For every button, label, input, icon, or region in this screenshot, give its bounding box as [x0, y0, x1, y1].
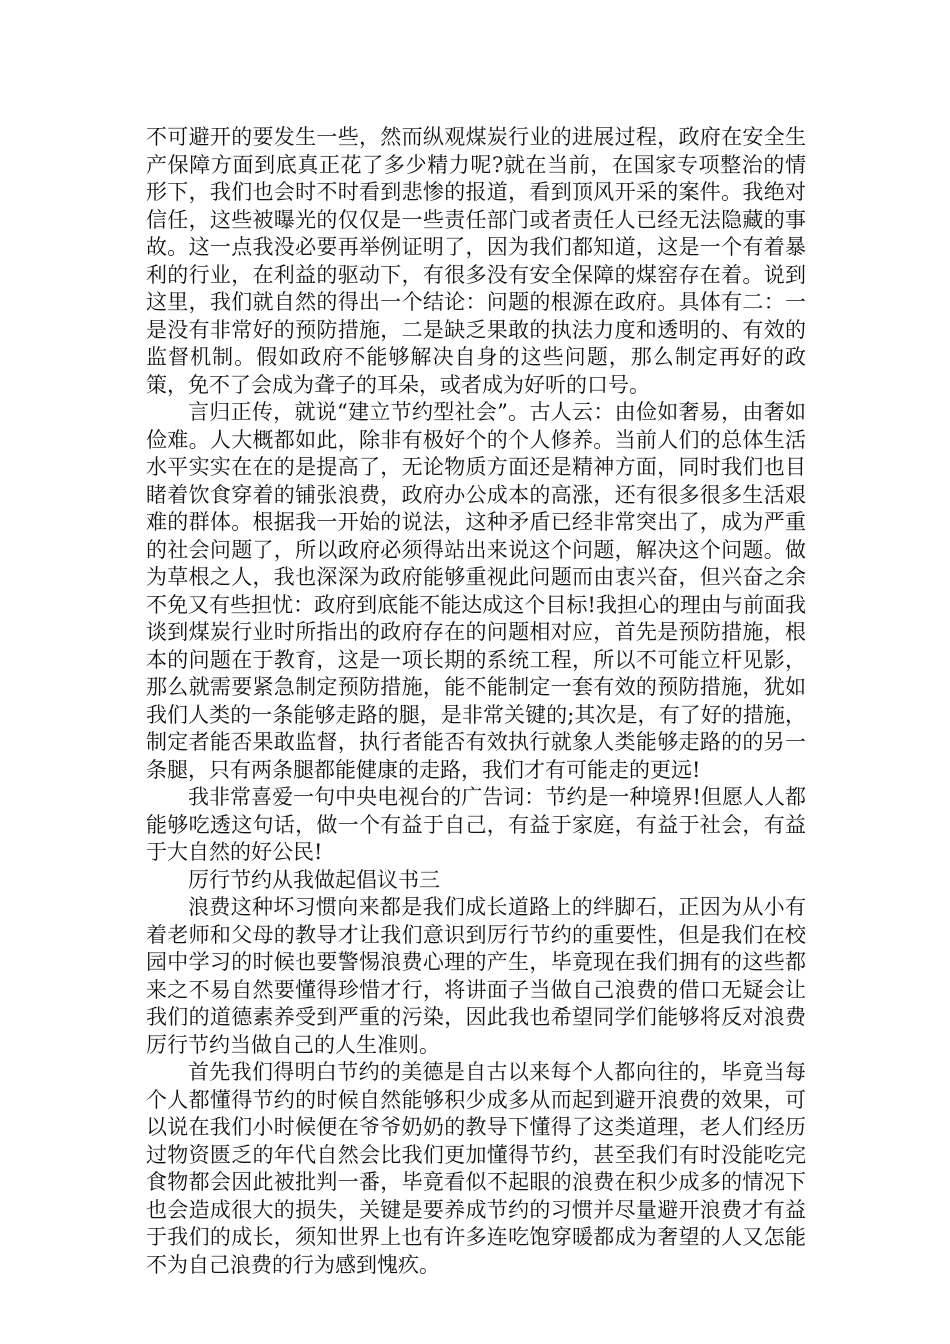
- document-body: [146, 124, 806, 1279]
- section-heading: 厉行节约从我做起倡议书三: [188, 867, 440, 892]
- paragraph-waste-habit: 浪费这种坏习惯向来都是我们成长道路上的绊脚石，正因为从小有着老师和父母的教导才让我们意识到厉行节约的重要性，但是我们在校园中学习的时候也要警惕浪费心理的产生，毕竟现在我们拥有的这些都来之不易自然要懂得珍惜才行，将讲面子当做自己浪费的借口无疑会让我们的道德素养受到严重的污染，因此我也希望同学们能够将反对浪费厉行节约当做自己的人生准则。: [146, 895, 806, 1057]
- paragraph-coal-industry: 不可避开的要发生一些，然而纵观煤炭行业的进展过程，政府在安全生产保障方面到底真正花了多少精力呢?就在当前，在国家专项整治的情形下，我们也会时不时看到悲惨的报道，看到顶风开采的案件。我绝对信任，这些被曝光的仅仅是一些责任部门或者责任人已经无法隐藏的事故。这一点我没必要再举例证明了，因为我们都知道，这是一个有着暴利的行业，在利益的驱动下，有很多没有安全保障的煤窑存在着。说到这里，我们就自然的得出一个结论：问题的根源在政府。具体有二：一是没有非常好的预防措施，二是缺乏果敢的执法力度和透明的、有效的监督机制。假如政府不能够解决自身的这些问题，那么制定再好的政策，免不了会成为聋子的耳朵，或者成为好听的口号。: [146, 125, 806, 397]
- paragraph-cctv-slogan: 我非常喜爱一句中央电视台的广告词：节约是一种境界!但愿人人都能够吃透这句话，做一个有益于自己，有益于家庭，有益于社会，有益于大自然的好公民!: [146, 785, 806, 864]
- paragraph-frugality-virtue: 首先我们得明白节约的美德是自古以来每个人都向往的，毕竟当每个人都懂得节约的时候自然能够积少成多从而起到避开浪费的效果，可以说在我们小时候便在爷爷奶奶的教导下懂得了这类道理，老人们经历过物资匮乏的年代自然会比我们更加懂得节约，甚至我们有时没能吃完食物都会因此被批判一番，毕竟看似不起眼的浪费在积少成多的情况下也会造成很大的损失，关键是要养成节约的习惯并尽量避开浪费才有益于我们的成长，须知世界上也有许多连吃饱穿暖都成为奢望的人又怎能不为自己浪费的行为感到愧疚。: [146, 1060, 806, 1277]
- paragraph-frugal-society: 言归正传，就说“建立节约型社会”。古人云：由俭如奢易，由奢如俭难。人大概都如此，除非有极好个的个人修养。当前人们的总体生活水平实实在在的是提高了，无论物质方面还是精神方面，同时我们也目睹着饮食穿着的铺张浪费，政府办公成本的高涨，还有很多很多生活艰难的群体。根据我一开始的说法，这种矛盾已经非常突出了，成为严重的社会问题了，所以政府必须得站出来说这个问题，解决这个问题。做为草根之人，我也深深为政府能够重视此问题而由衷兴奋，但兴奋之余不免又有些担忧：政府到底能不能达成这个目标!我担心的理由与前面我谈到煤炭行业时所指出的政府存在的问题相对应，首先是预防措施，根本的问题在于教育，这是一项长期的系统工程，所以不可能立杆见影，那么就需要紧急制定预防措施，能不能制定一套有效的预防措施，犹如我们人类的一条能够走路的腿，是非常关键的;其次是，有了好的措施，制定者能否果敢监督，执行者能否有效执行就象人类能够走路的的另一条腿，只有两条腿都能健康的走路，我们才有可能走的更远!: [146, 400, 806, 782]
